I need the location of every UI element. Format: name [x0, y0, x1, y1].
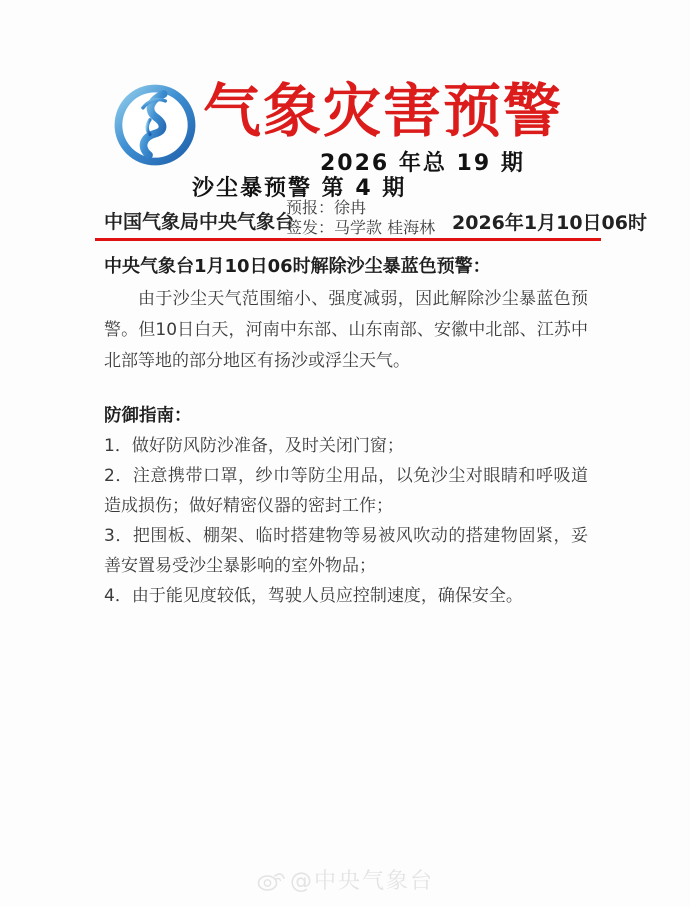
guide-item-2: 2．注意携带口罩，纱巾等防尘用品，以免沙尘对眼睛和呼吸道造成损伤；做好精密仪器的密封工作； — [104, 466, 588, 516]
annual-issue-number: 2026 年总 19 期 — [320, 151, 525, 176]
signature-block — [286, 198, 435, 238]
watermark-text: @中央气象台 — [289, 869, 434, 894]
issuer-line: 签发：马学款 桂海林 — [286, 218, 436, 237]
guide-item-1: 1．做好防风防沙准备，及时关闭门窗； — [104, 436, 404, 456]
issue-datetime: 2026年1月10日06时 — [452, 212, 647, 234]
org-name: 中国气象局中央气象台 — [104, 211, 295, 233]
weibo-icon — [256, 868, 286, 892]
warning-issue-number: 沙尘暴预警 第 4 期 — [192, 176, 407, 201]
watermark-footer — [0, 864, 690, 895]
document-body — [104, 253, 588, 611]
red-divider-line — [95, 238, 601, 241]
announcement-paragraph: 由于沙尘天气范围缩小、强度减弱，因此解除沙尘暴蓝色预警。但10日白天，河南中东部、山东南部、安徽中北部、江苏中北部等地的部分地区有扬沙或浮尘天气。 — [104, 289, 588, 371]
cma-logo-icon — [112, 82, 198, 168]
guide-item-3: 3．把围板、棚架、临时搭建物等易被风吹动的搭建物固紧，妥善安置易受沙尘暴影响的室外物品； — [104, 526, 588, 576]
document-title: 气象灾害预警 — [203, 77, 564, 145]
defense-guide-title: 防御指南： — [104, 406, 192, 426]
forecaster-line: 预报：徐冉 — [286, 198, 367, 217]
guide-item-4: 4．由于能见度较低，驾驶人员应控制速度，确保安全。 — [104, 586, 523, 606]
announcement-headline: 中央气象台1月10日06时解除沙尘暴蓝色预警： — [104, 256, 491, 277]
